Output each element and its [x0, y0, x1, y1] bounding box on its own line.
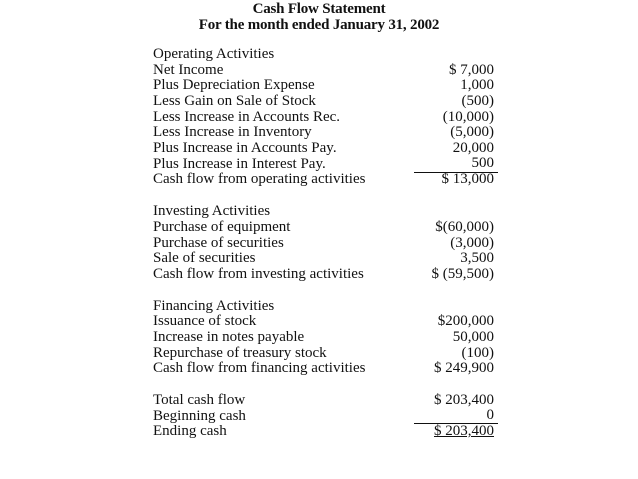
line-item-amount: $200,000: [437, 313, 494, 330]
line-item-label: Net Income: [153, 61, 224, 78]
line-item-label: Plus Depreciation Expense: [153, 77, 315, 94]
line-item-label: Purchase of equipment: [153, 218, 291, 235]
subtotal-amount: $ (59,500): [431, 265, 494, 282]
summary-row: [153, 393, 498, 409]
line-item-label: Sale of securities: [153, 250, 256, 267]
line-item: [153, 236, 498, 252]
operating-section: [153, 47, 498, 188]
summary-row: [153, 424, 498, 440]
line-item: [153, 125, 498, 141]
line-item-label: Repurchase of treasury stock: [153, 344, 327, 361]
line-item-amount: $ 7,000: [449, 61, 494, 78]
line-item-label: Purchase of securities: [153, 234, 284, 251]
section-heading: Financing Activities: [153, 297, 275, 314]
line-item: [153, 94, 498, 110]
subtotal-row: [153, 267, 498, 283]
line-item-amount: 20,000: [452, 140, 494, 157]
line-item-amount: 1,000: [460, 77, 494, 94]
section-heading: Investing Activities: [153, 203, 271, 220]
line-item-amount: 500: [414, 156, 498, 173]
line-item-label: Plus Increase in Interest Pay.: [153, 155, 326, 172]
cash-flow-statement: [153, 47, 498, 440]
line-item-label: Increase in notes payable: [153, 328, 305, 345]
section-heading-row: [153, 47, 498, 63]
line-item-label: Plus Increase in Accounts Pay.: [153, 140, 337, 157]
subtotal-row: [153, 361, 498, 377]
line-item: [153, 63, 498, 79]
subtotal-label: Cash flow from operating activities: [153, 171, 366, 188]
line-item: [153, 154, 498, 173]
summary-amount: $ 203,400: [434, 392, 494, 409]
summary-amount: 0: [414, 408, 498, 425]
line-item-amount: 50,000: [452, 328, 494, 345]
summary-label: Total cash flow: [153, 392, 246, 409]
line-item-amount: $(60,000): [435, 218, 494, 235]
statement-subtitle: For the month ended January 31, 2002: [198, 17, 440, 33]
line-item: [153, 141, 498, 157]
summary-section: [153, 393, 498, 440]
subtotal-amount: $ 13,000: [441, 171, 494, 188]
line-item-amount: (3,000): [450, 234, 494, 251]
line-item: [153, 314, 498, 330]
line-item-label: Less Gain on Sale of Stock: [153, 93, 316, 110]
line-item: [153, 78, 498, 94]
subtotal-label: Cash flow from financing activities: [153, 360, 366, 377]
summary-label: Beginning cash: [153, 407, 246, 424]
line-item: [153, 346, 498, 362]
section-heading-row: [153, 204, 498, 220]
summary-row: [153, 406, 498, 425]
line-item-amount: (10,000): [442, 108, 494, 125]
section-heading: Operating Activities: [153, 45, 275, 62]
ending-cash-amount: $ 203,400: [434, 423, 494, 440]
line-item: [153, 220, 498, 236]
financing-section: [153, 299, 498, 377]
line-item-label: Less Increase in Accounts Rec.: [153, 108, 341, 125]
section-heading-row: [153, 299, 498, 315]
subtotal-label: Cash flow from investing activities: [153, 265, 364, 282]
line-item-label: Less Increase in Inventory: [153, 124, 312, 141]
investing-section: [153, 204, 498, 282]
line-item-amount: (500): [461, 93, 494, 110]
line-item: [153, 251, 498, 267]
line-item: [153, 110, 498, 126]
line-item: [153, 330, 498, 346]
subtotal-row: [153, 173, 498, 189]
subtotal-amount: $ 249,900: [434, 360, 494, 377]
line-item-amount: (5,000): [450, 124, 494, 141]
line-item-amount: 3,500: [460, 250, 494, 267]
line-item-amount: (100): [461, 344, 494, 361]
line-item-label: Issuance of stock: [153, 313, 257, 330]
statement-title: Cash Flow Statement: [252, 1, 386, 17]
summary-label: Ending cash: [153, 423, 227, 440]
